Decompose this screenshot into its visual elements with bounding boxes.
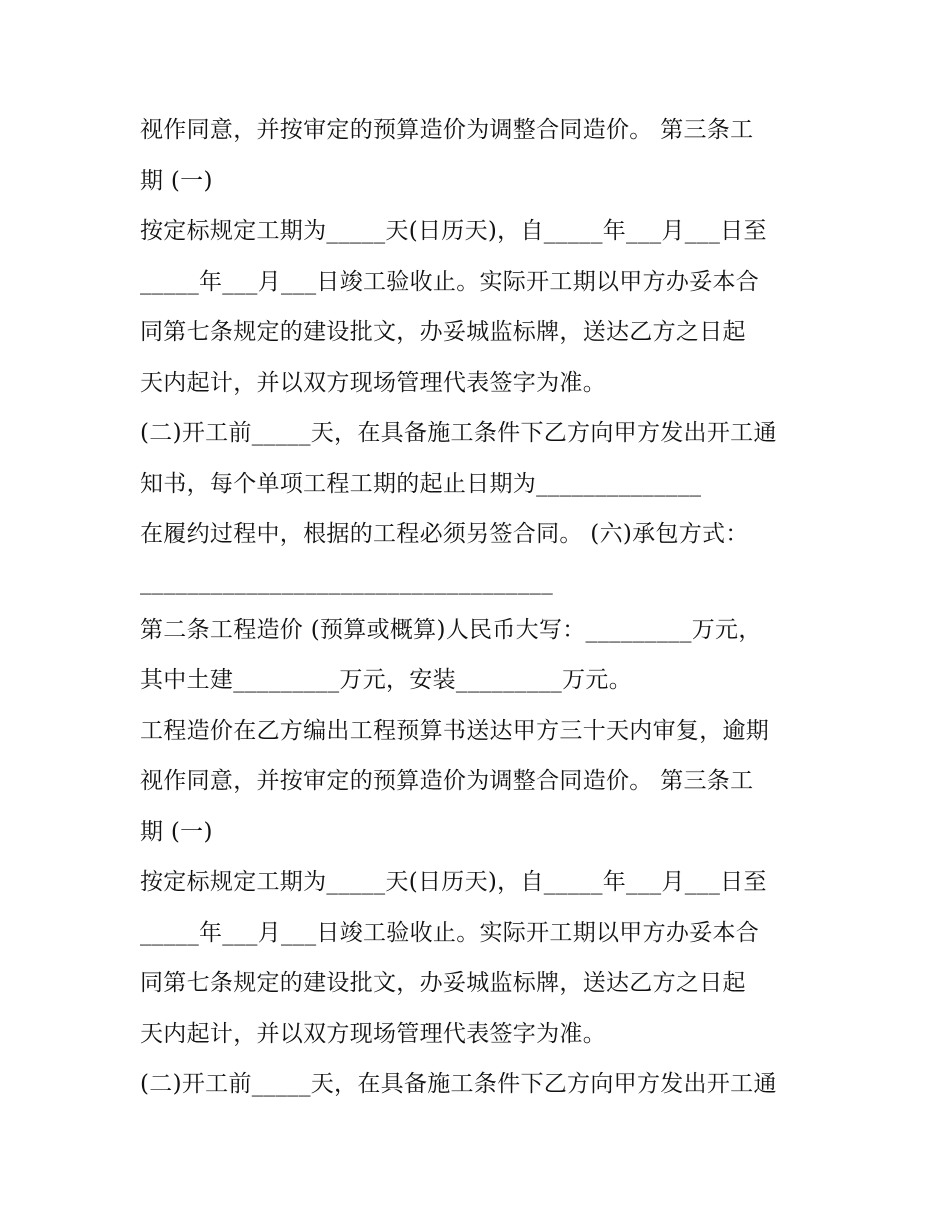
text-line: 期 (一) [140,819,213,845]
text-line: 同第七条规定的建设批文，办妥城监标牌，送达乙方之日起 [140,970,746,996]
text-line: 按定标规定工期为_____天(日历天)，自_____年___月___日至 [140,869,767,895]
text-line: (二)开工前_____天，在具备施工条件下乙方向甲方发出开工通 [140,1071,777,1097]
text-line: 视作同意，并按审定的预算造价为调整合同造价。 第三条工 [140,117,754,143]
text-line: 在履约过程中，根据的工程必须另签合同。 (六)承包方式： [140,521,749,547]
text-line: 第二条工程造价 (预算或概算)人民币大写：_________万元， [140,617,762,643]
text-line: 其中土建_________万元，安装_________万元。 [140,667,632,693]
text-line: 期 (一) [140,168,213,194]
text-line: 天内起计，并以双方现场管理代表签字为准。 [140,1021,606,1047]
text-line: 视作同意，并按审定的预算造价为调整合同造价。 第三条工 [140,768,754,794]
text-line: _____年___月___日竣工验收止。实际开工期以甲方办妥本合 [140,920,760,946]
text-line: _____年___月___日竣工验收止。实际开工期以甲方办妥本合 [140,269,760,295]
text-line: 同第七条规定的建设批文，办妥城监标牌，送达乙方之日起 [140,319,746,345]
text-line: 知书，每个单项工程工期的起止日期为______________ [140,471,702,497]
text-line: 工程造价在乙方编出工程预算书送达甲方三十天内审复，逾期 [140,718,770,744]
text-line: 天内起计，并以双方现场管理代表签字为准。 [140,370,606,396]
text-line: (二)开工前_____天，在具备施工条件下乙方向甲方发出开工通 [140,420,777,446]
text-line: ___________________________________ [140,569,553,595]
text-line: 按定标规定工期为_____天(日历天)，自_____年___月___日至 [140,218,767,244]
